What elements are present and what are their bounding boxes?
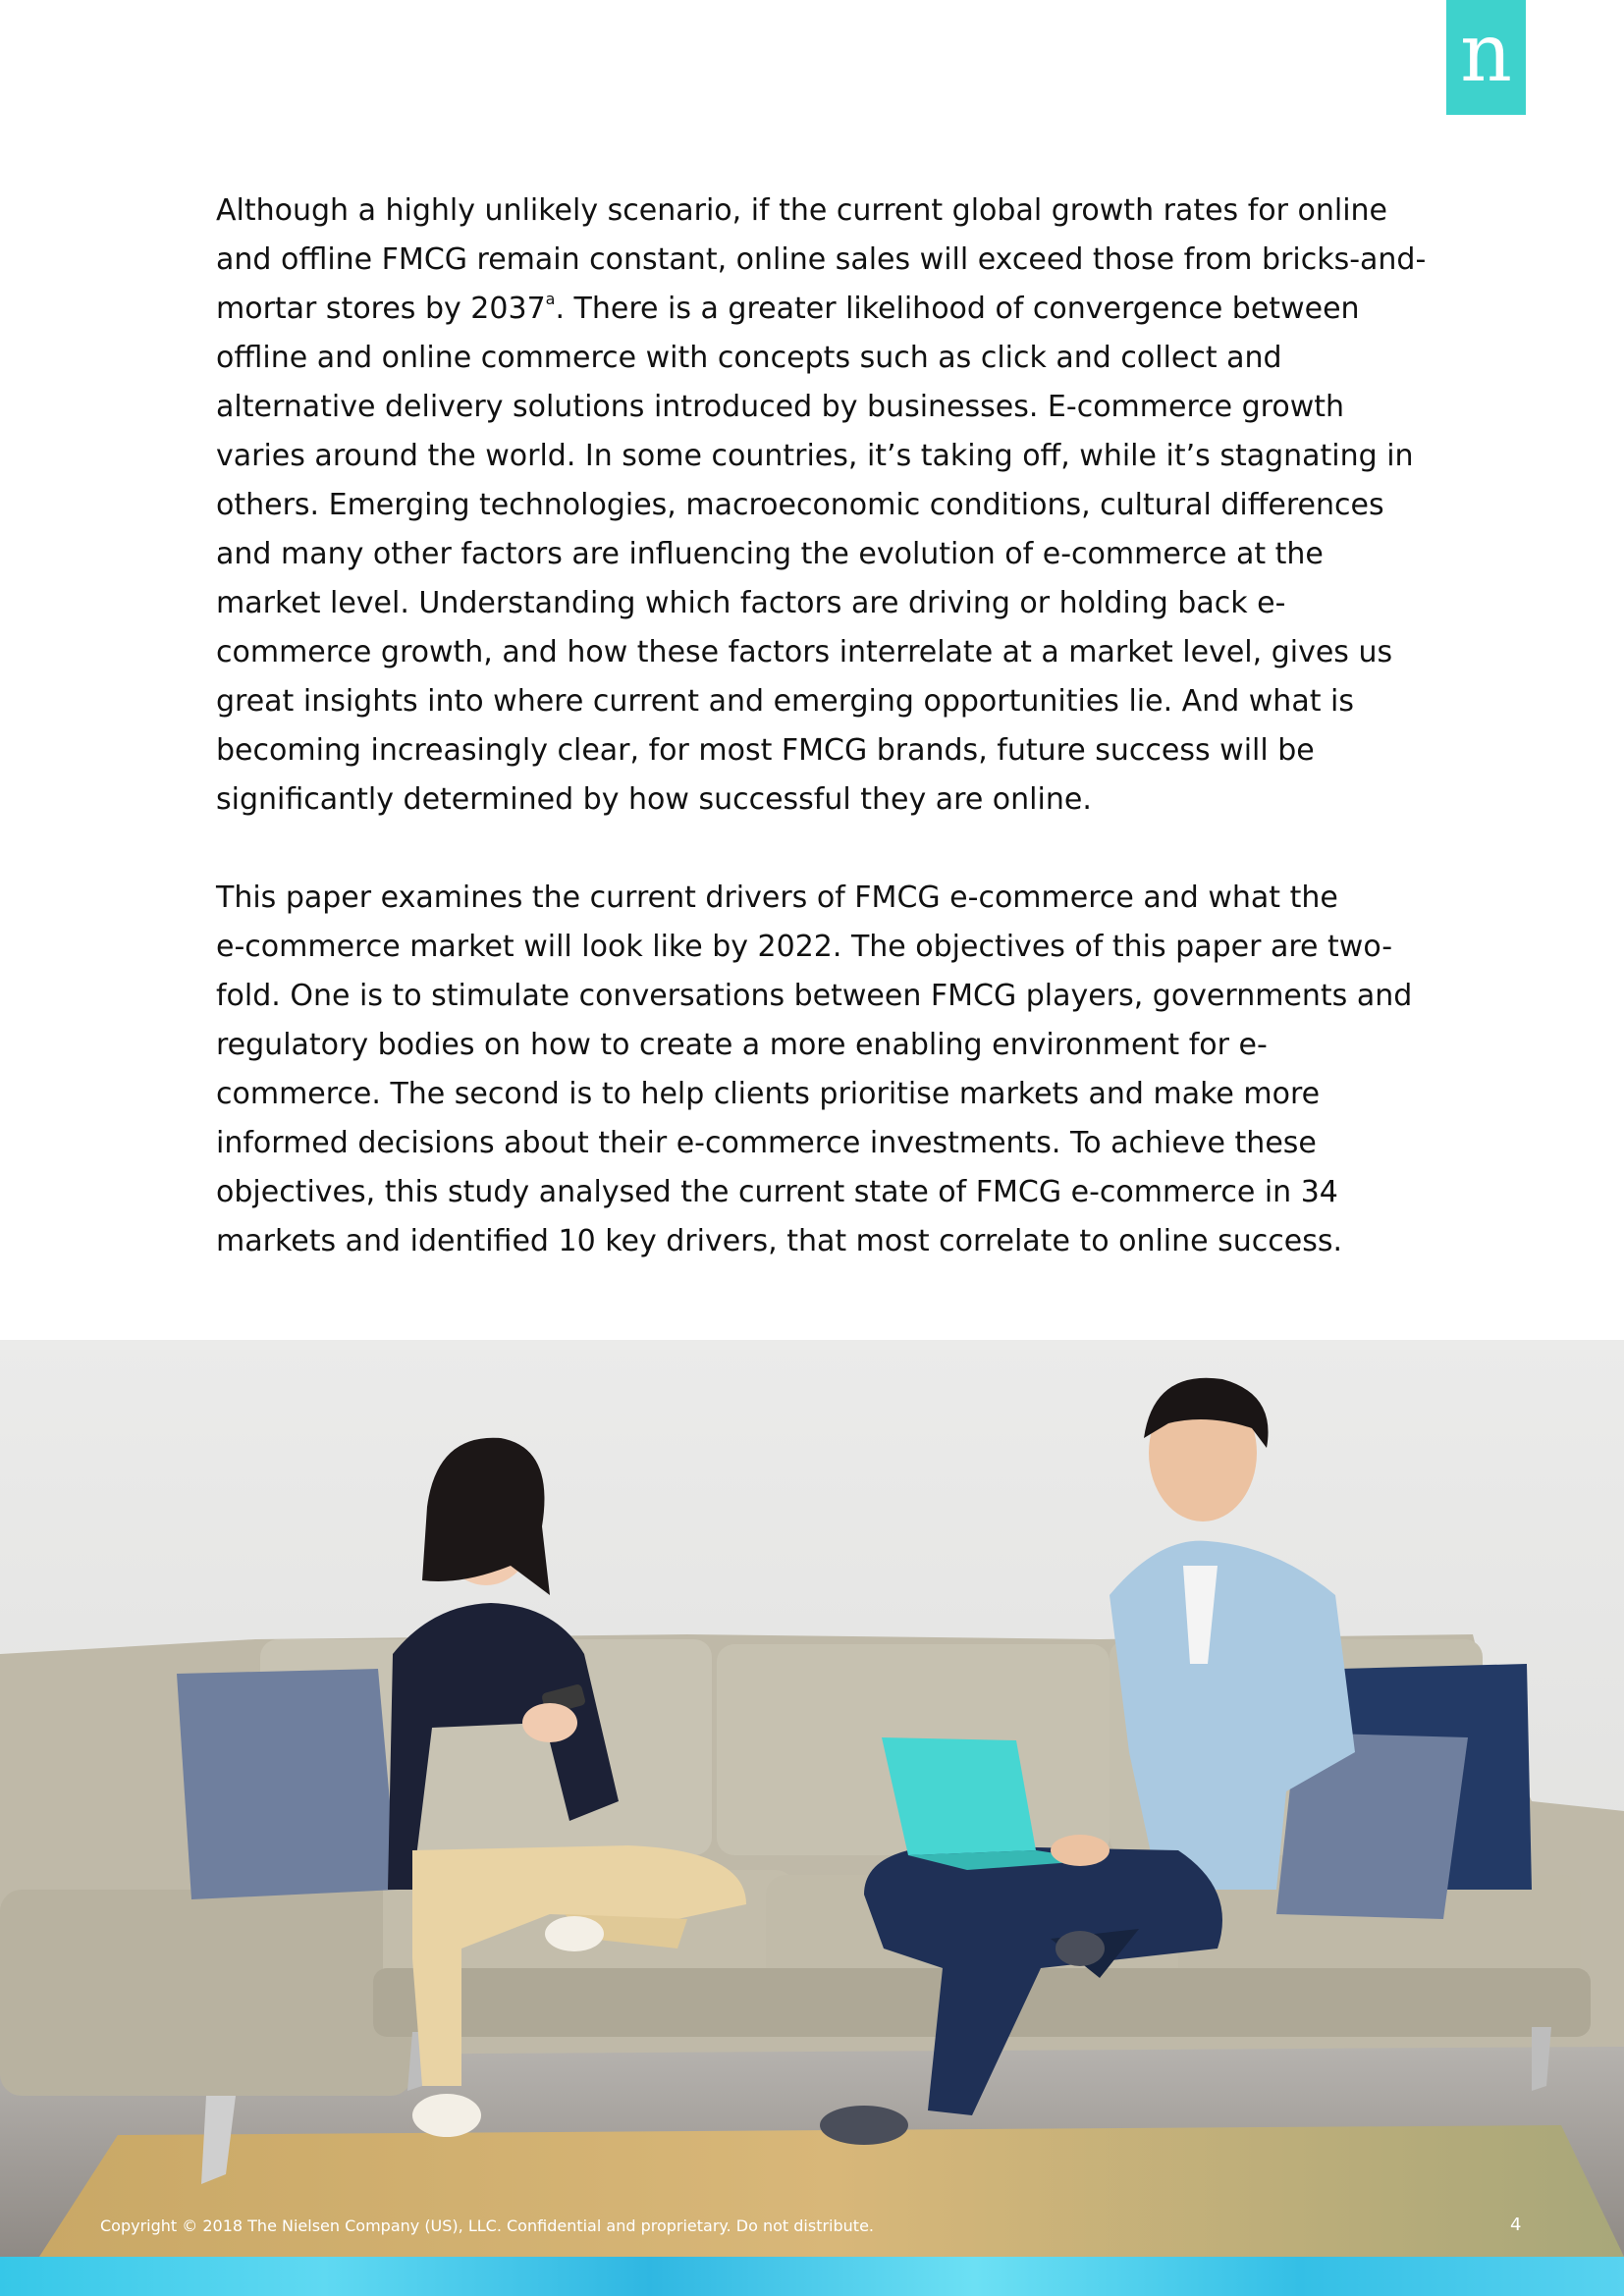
text-line: commerce growth, and how these factors interrelate at a market level, gives us — [216, 635, 1393, 669]
nielsen-logo — [1446, 0, 1526, 115]
text-line: fold. One is to stimulate conversations between FMCG players, governments and — [216, 979, 1413, 1013]
footer-decorative-band — [0, 2257, 1624, 2296]
page-number: 4 — [1510, 2215, 1522, 2235]
text-line: commerce. The second is to help clients prioritise markets and make more — [216, 1077, 1321, 1111]
text-line: great insights into where current and emerging opportunities lie. And what is — [216, 684, 1354, 719]
text-line: significantly determined by how successful they are online. — [216, 782, 1092, 817]
couple-on-sofa-photo — [0, 1340, 1624, 2257]
text-line: alternative delivery solutions introduced by businesses. E-commerce growth — [216, 390, 1345, 424]
paragraph-objectives — [216, 874, 1434, 1266]
text-line: Although a highly unlikely scenario, if the current global growth rates for online — [216, 193, 1388, 228]
text-fragment: mortar stores by 2037 — [216, 292, 546, 326]
footnote-marker: a — [545, 290, 556, 308]
text-line: and many other factors are influencing the evolution of e-commerce at the — [216, 537, 1324, 571]
text-line: offline and online commerce with concepts such as click and collect and — [216, 341, 1282, 375]
text-line: This paper examines the current drivers of FMCG e-commerce and what the — [216, 881, 1338, 915]
text-line: becoming increasingly clear, for most FMCG brands, future success will be — [216, 733, 1315, 768]
text-line: e-commerce market will look like by 2022. The objectives of this paper are two- — [216, 930, 1393, 964]
logo-letter: n — [1460, 6, 1512, 100]
paragraph-intro — [216, 187, 1434, 825]
text-line: others. Emerging technologies, macroeconomic conditions, cultural differences — [216, 488, 1384, 522]
text-line: market level. Understanding which factors are driving or holding back e- — [216, 586, 1286, 620]
text-line: markets and identified 10 key drivers, that most correlate to online success. — [216, 1224, 1343, 1258]
copyright-notice: Copyright © 2018 The Nielsen Company (US), LLC. Confidential and proprietary. Do not distribute. — [100, 2216, 874, 2235]
text-line: regulatory bodies on how to create a more enabling environment for e- — [216, 1028, 1268, 1062]
text-line: and offline FMCG remain constant, online sales will exceed those from bricks-and- — [216, 242, 1427, 277]
text-line-with-footnote — [216, 285, 1434, 334]
text-line: objectives, this study analysed the current state of FMCG e-commerce in 34 — [216, 1175, 1338, 1209]
text-fragment: . There is a greater likelihood of convergence between — [555, 292, 1360, 326]
text-line: varies around the world. In some countries, it’s taking off, while it’s stagnating in — [216, 439, 1414, 473]
body-text — [216, 187, 1434, 1315]
text-line: informed decisions about their e-commerce investments. To achieve these — [216, 1126, 1317, 1160]
